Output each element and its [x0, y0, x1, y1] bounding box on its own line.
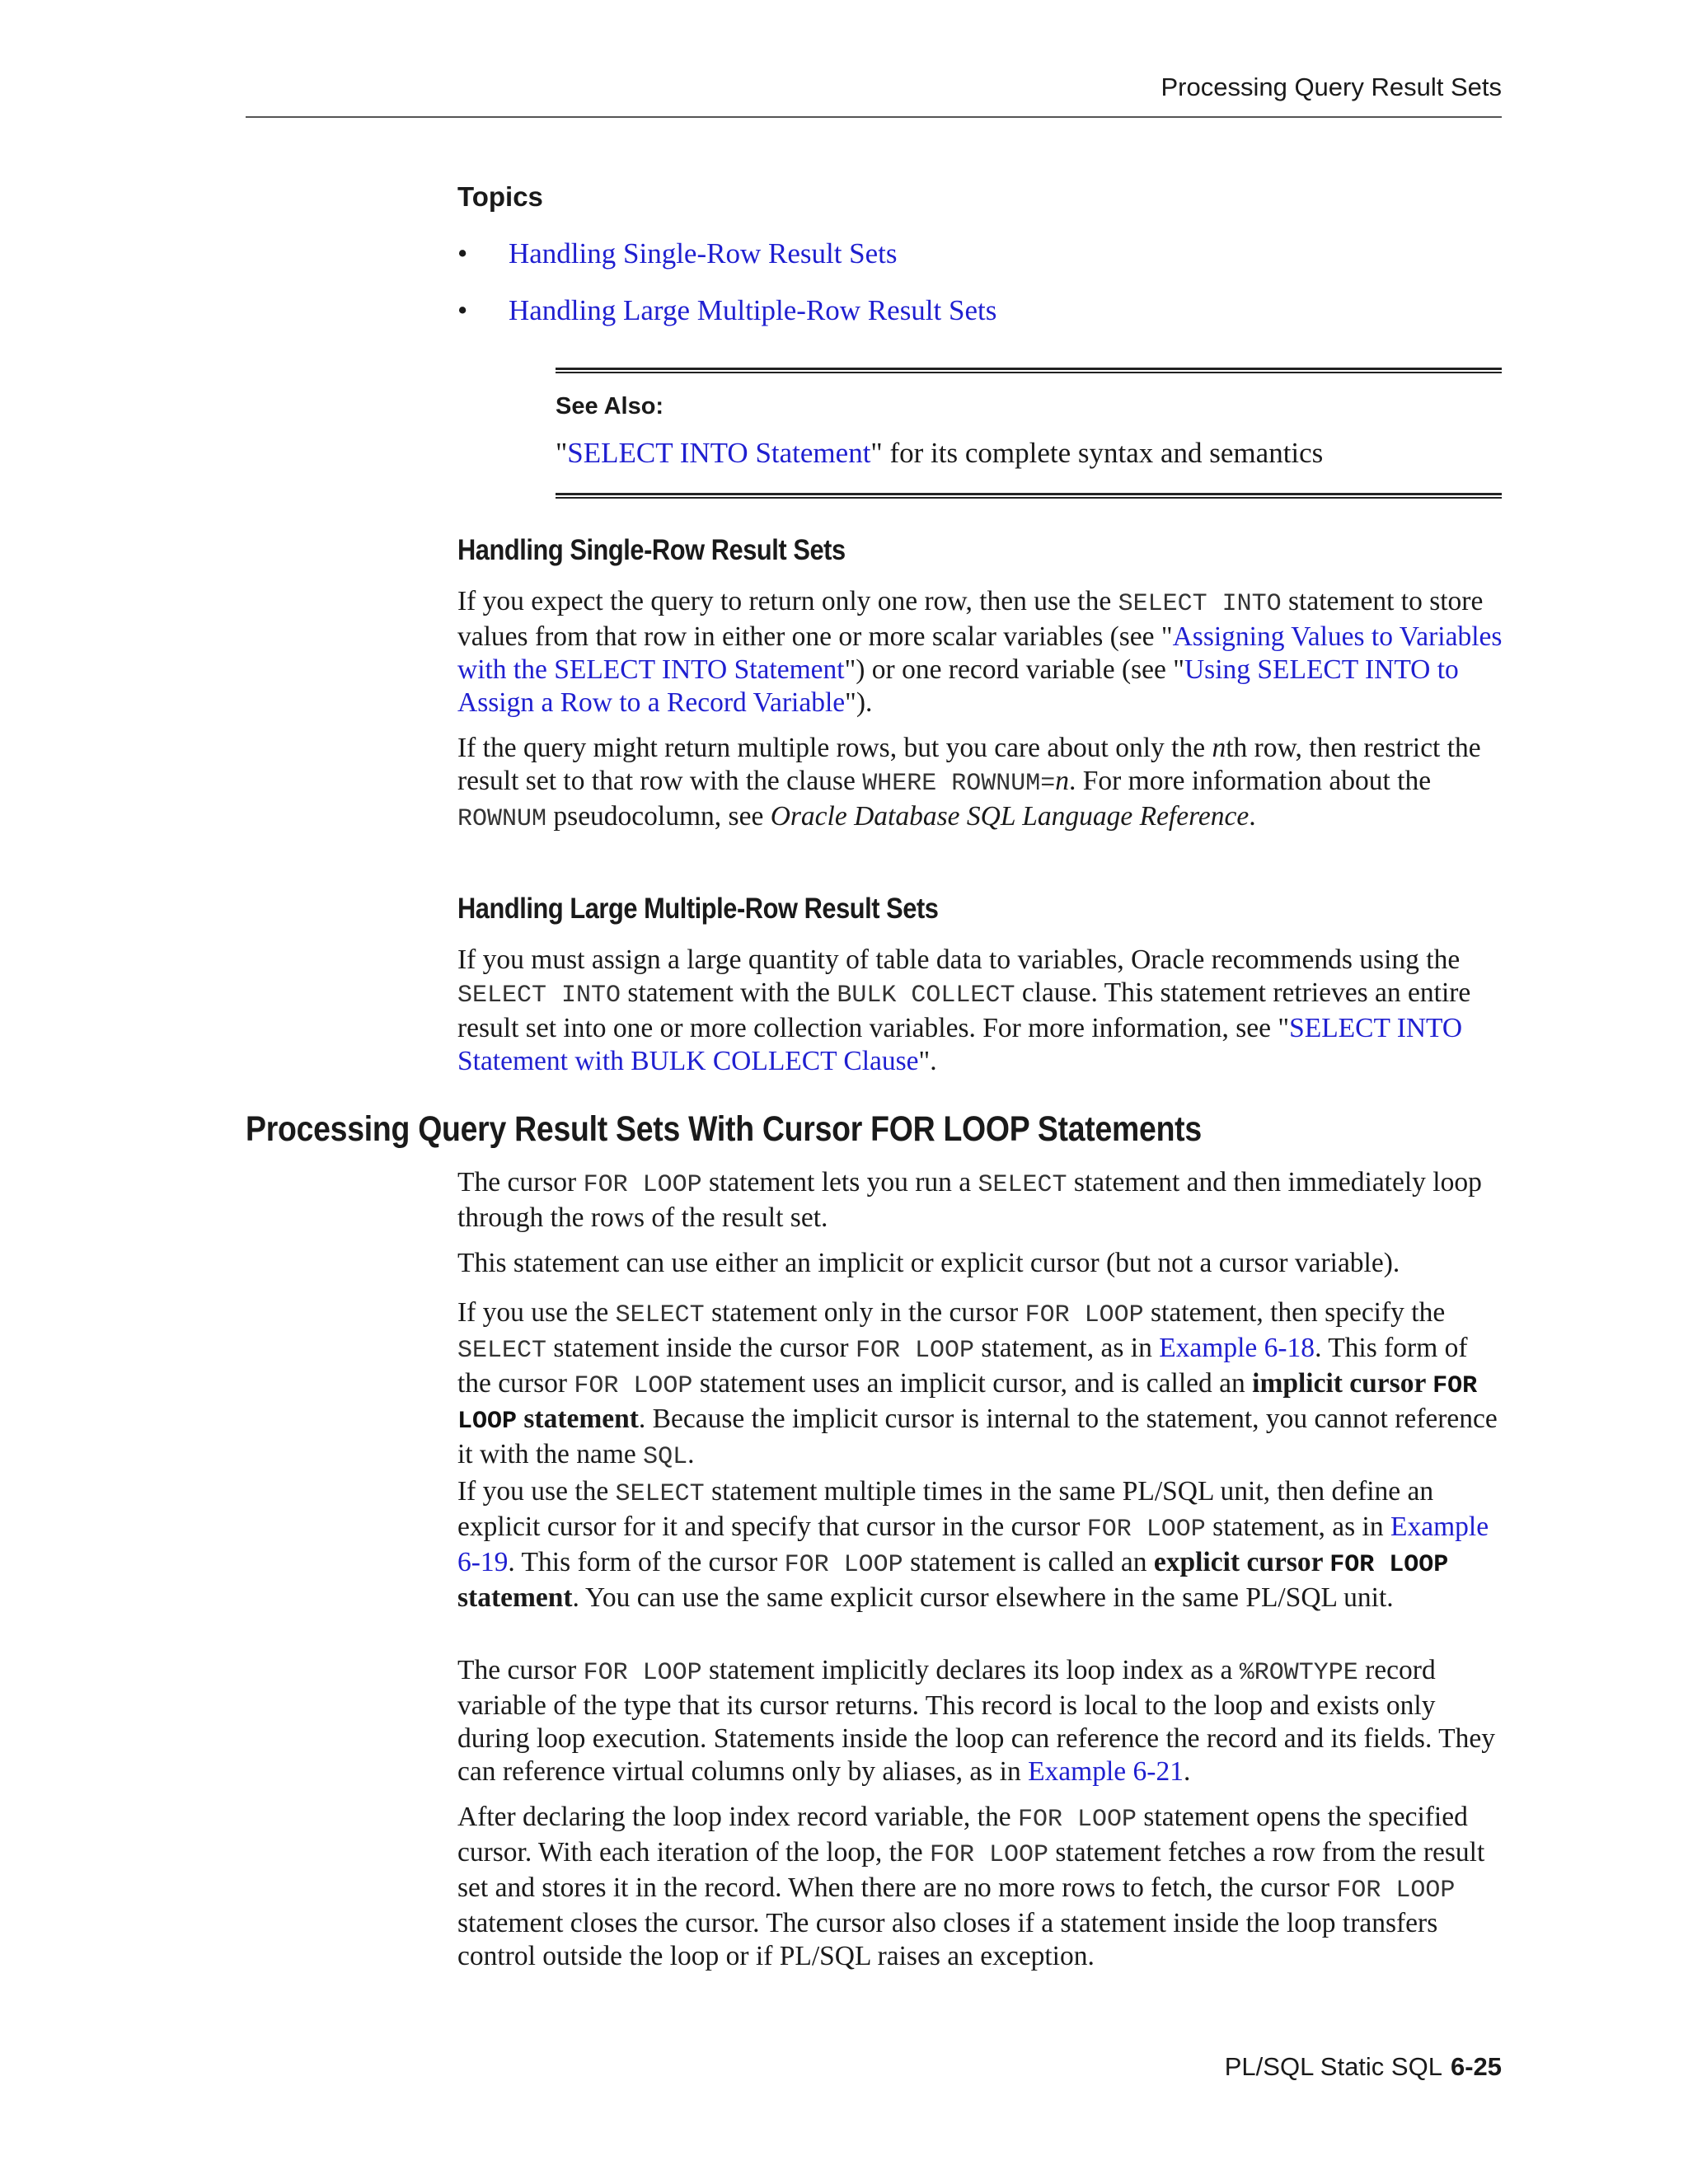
example-6-21-link[interactable]: Example 6-21: [1028, 1756, 1184, 1787]
page-number: 6-25: [1450, 2052, 1502, 2081]
example-6-19-link[interactable]: Example 6-19: [457, 1511, 1489, 1577]
bullet: •: [457, 237, 468, 269]
multi-row-paragraph-1: If you must assign a large quantity of table data to variables, Oracle recommends using the SELECT INTO statement with the BULK COLLECT clause. This statement retrieves an entire result set into one or more collection variables. For more information, see "SELECT INTO Statement with BULK COLLECT Clause".: [457, 944, 1471, 1076]
see-also-rest: " for its complete syntax and semantics: [870, 437, 1324, 469]
single-row-heading: Handling Single-Row Result Sets: [457, 534, 846, 566]
cursor-paragraph-3: If you use the SELECT statement only in the cursor FOR LOOP statement, then specify the SELECT statement inside the cursor FOR LOOP statement, as in Example 6-18. This form of the cursor FOR LOOP statement uses an implicit cursor, and is called an implicit cursor FOR LOOP statement. Because the implicit cursor is internal to the statement, you cannot reference it with the name SQL.: [457, 1297, 1498, 1471]
see-also-box: [556, 368, 1502, 499]
cursor-paragraph-2: This statement can use either an implicit or explicit cursor (but not a cursor variable).: [457, 1248, 1400, 1278]
select-into-statement-link[interactable]: SELECT INTO Statement: [567, 437, 871, 469]
running-header: Processing Query Result Sets: [1160, 73, 1502, 101]
multi-row-heading: Handling Large Multiple-Row Result Sets: [457, 893, 939, 925]
cursor-paragraph-6: After declaring the loop index record variable, the FOR LOOP statement opens the specified cursor. With each iteration of the loop, the FOR LOOP statement fetches a row from the result set and stores it in the record. When there are no more rows to fetch, the cursor FOR LOOP statement closes the cursor. The cursor also closes if a statement inside the loop transfers control outside the loop or if PL/SQL raises an exception.: [457, 1802, 1485, 1971]
cursor-paragraph-5: The cursor FOR LOOP statement implicitly declares its loop index as a %ROWTYPE record variable of the type that its cursor returns. This record is local to the loop and exists only during loop execution. Statements inside the loop can reference the record and its fields. They can reference virtual columns only by aliases, as in Example 6-21.: [457, 1655, 1495, 1787]
cursor-paragraph-1: The cursor FOR LOOP statement lets you run a SELECT statement and then immediately loop through the rows of the result set.: [457, 1167, 1482, 1233]
cursor-paragraph-4: If you use the SELECT statement multiple times in the same PL/SQL unit, then define an explicit cursor for it and specify that cursor in the cursor FOR LOOP statement, as in Example 6-19. This form of the cursor FOR LOOP statement is called an explicit cursor FOR LOOP statement. You can use the same explicit cursor elsewhere in the same PL/SQL unit.: [457, 1476, 1489, 1613]
bullet: •: [457, 294, 468, 326]
topic-link-single-row[interactable]: Handling Single-Row Result Sets: [509, 237, 898, 269]
see-also-top-rule: [556, 368, 1502, 373]
topic-item: [457, 294, 996, 327]
bulk-collect-link[interactable]: SELECT INTO Statement with BULK COLLECT Clause: [457, 1013, 1463, 1076]
assigning-values-link[interactable]: Assigning Values to Variables with the SELECT INTO Statement: [457, 621, 1503, 685]
header-rule: [246, 116, 1502, 118]
single-row-paragraph-2: If the query might return multiple rows, but you care about only the nth row, then restrict the result set to that row with the clause WHERE ROWNUM=n. For more information about the ROWNUM pseudocolumn, see Oracle Database SQL Language Reference.: [457, 733, 1481, 833]
page-footer: [1225, 2052, 1502, 2082]
quote: ": [556, 437, 568, 469]
cursor-for-loop-heading: Processing Query Result Sets With Cursor FOR LOOP Statements: [246, 1109, 1202, 1149]
see-also-label: See Also:: [556, 393, 664, 419]
topic-link-multi-row[interactable]: Handling Large Multiple-Row Result Sets: [509, 294, 997, 326]
single-row-paragraph-1: If you expect the query to return only one row, then use the SELECT INTO statement to store values from that row in either one or more scalar variables (see "Assigning Values to Variables with the SELECT INTO Statement") or one record variable (see "Using SELECT INTO to Assign a Row to a Record Variable").: [457, 586, 1503, 718]
topic-item: [457, 237, 898, 270]
using-select-into-link[interactable]: Using SELECT INTO to Assign a Row to a Record Variable: [457, 654, 1459, 718]
see-also-bottom-rule: [556, 493, 1502, 499]
example-6-18-link[interactable]: Example 6-18: [1159, 1333, 1315, 1363]
topics-heading: Topics: [457, 181, 543, 212]
footer-book-title: PL/SQL Static SQL: [1224, 2052, 1442, 2081]
see-also-text: [556, 437, 1502, 470]
